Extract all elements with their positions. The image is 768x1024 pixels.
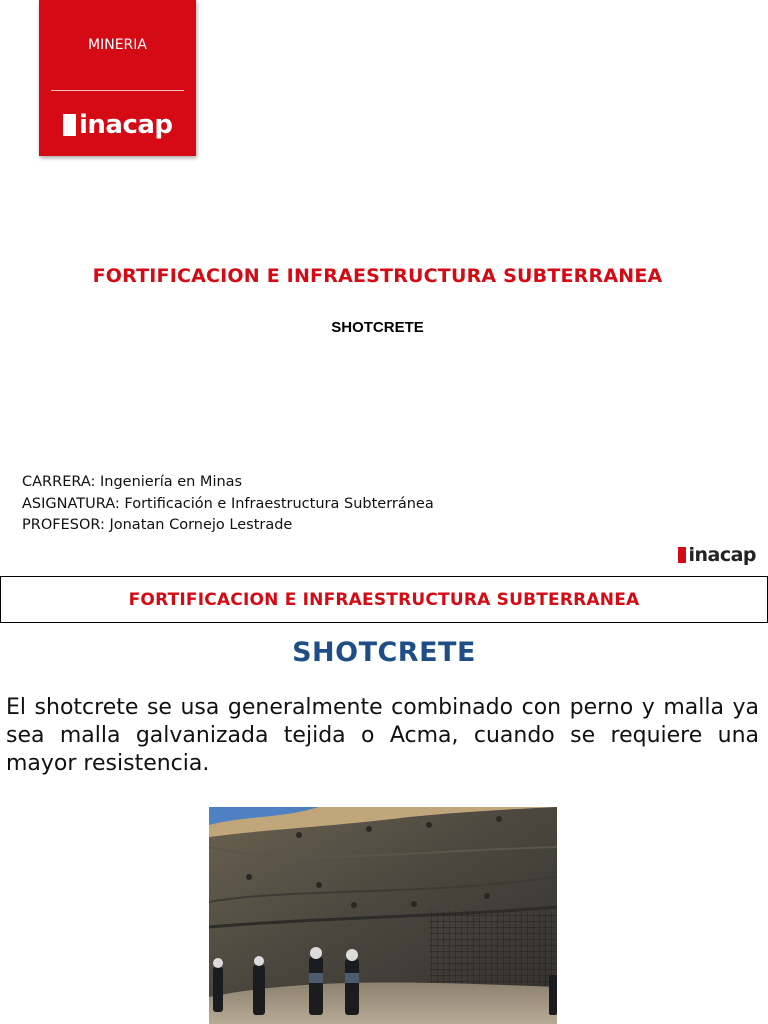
inacap-footer-logo	[678, 544, 756, 566]
shotcrete-wall-photo	[209, 807, 557, 1024]
course-info	[22, 472, 434, 537]
carrera-line: CARRERA: Ingeniería en Minas	[22, 474, 243, 490]
page-title: SHOTCRETE	[292, 637, 476, 668]
slide-title: FORTIFICACION E INFRAESTRUCTURA SUBTERRANEA	[92, 265, 663, 287]
badge-divider	[51, 90, 184, 91]
body-paragraph: El shotcrete se usa generalmente combinado con perno y malla ya sea malla galvanizada tejida o Acma, cuando se requiere una mayor resistencia.	[6, 695, 759, 776]
logo-mark-icon	[678, 547, 686, 563]
brand-badge	[39, 0, 196, 156]
page-header-title: FORTIFICACION E INFRAESTRUCTURA SUBTERRANEA	[128, 589, 640, 610]
slide-subtitle: SHOTCRETE	[331, 319, 424, 336]
logo-text: inacap	[688, 544, 756, 566]
inacap-logo	[63, 110, 173, 140]
badge-category: MINERIA	[88, 37, 147, 53]
logo-mark-icon	[63, 114, 76, 136]
asignatura-line: ASIGNATURA: Fortificación e Infraestructura Subterránea	[22, 495, 434, 512]
page-header	[0, 576, 768, 623]
logo-text: inacap	[79, 110, 173, 140]
profesor-line: PROFESOR: Jonatan Cornejo Lestrade	[22, 517, 293, 534]
